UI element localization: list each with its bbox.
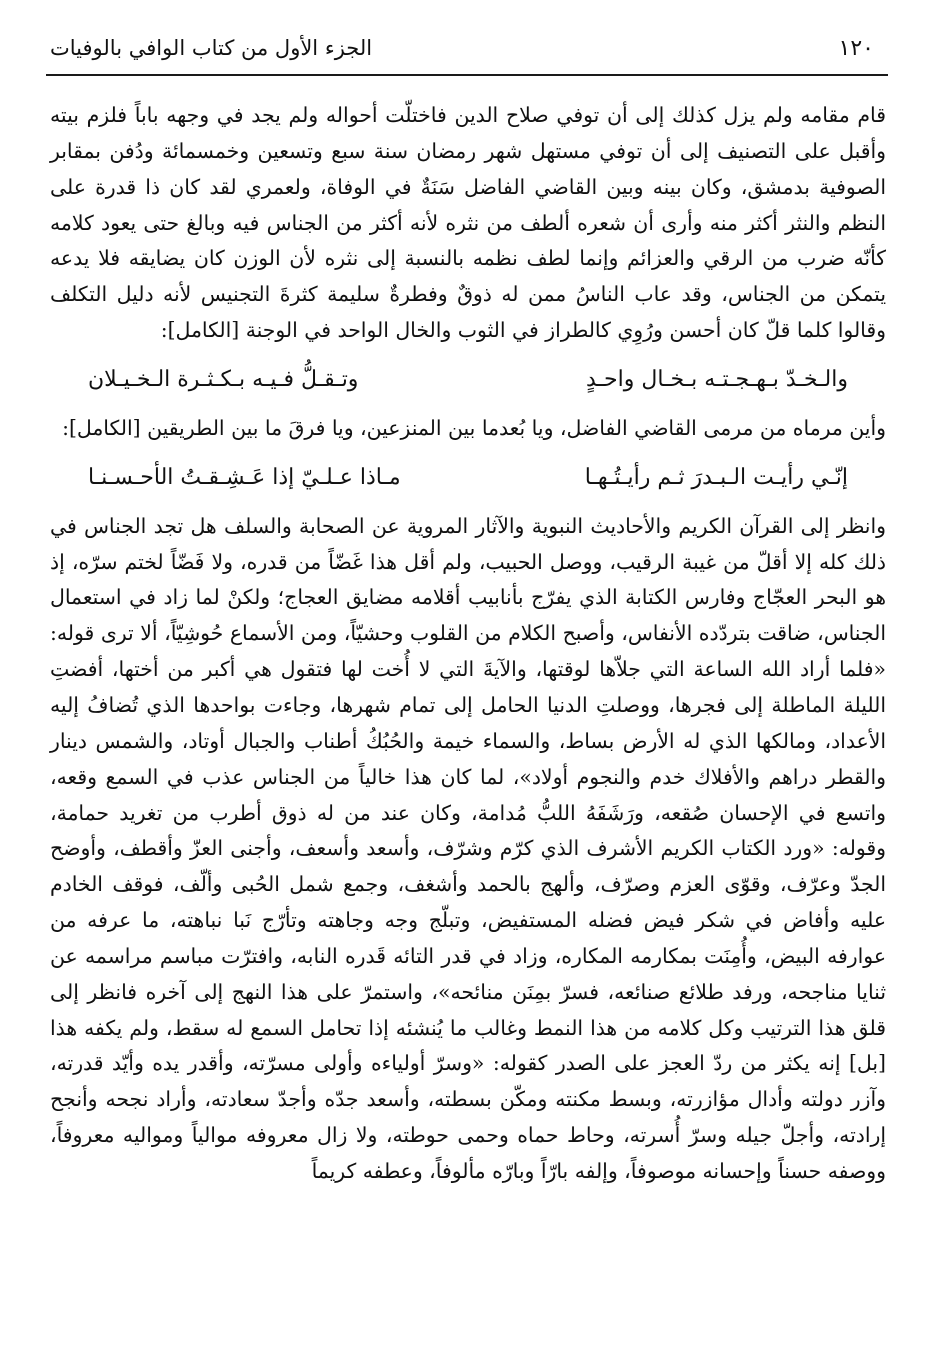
paragraph-3: وانظر إلى القرآن الكريم والأحاديث النبوية والآثار المروية عن الصحابة والسلف هل تجد الجناس في ذلك كله إلا أقلّ من غيبة الرقيب، ووصل الحبيب، ولم أقل هذا غَضّاً من قدره، ولا فَضّاً لختم سرّه، إذ هو البحر العجّاج وفارس الكتابة الذي يفرّج بأنابيب أقلامه مضايق العجاج؛ ولكنْ لما زاد في استعمال الجناس، ضاقت بتردّده الأنفاس، وأصبح الكلام من القلوب وحشيّاً، ومن الأسماع حُوشِيّاً، ألا ترى قوله: «فلما أراد الله الساعة التي جلاّها لوقتها، والآيةَ التي لا أُخت لها فتقول هي أكبر من أختها، أفضتِ الليلة الماطلة إلى فجرها، ووصلتِ الدنيا الحامل إلى تمام شهرها، وجاءت بواحدها الذي تُضافُ إليه الأعداد، ومالكها الذي له الأرض بساط، والسماء خيمة والحُبُكُ أطناب والجبال أوتاد، والشمس دينار والقطر دراهم والأفلاك خدم والنجوم أولاد»، لما كان هذا خالياً من الجناس عذب في السمع وقعه، واتسع في الإحسان صُقعه، ورَشَفَهُ اللبُّ مُدامة، وكان عند من له ذوق أطرب من تغريد حمامة، وقوله: «ورد الكتاب الكريم الأشرف الذي كرّم وشرّف، وأسعد وأسعف، وأجنى العزّ وأقطف، وأوضح الجدّ وعرّف، وقوّى العزم وصرّف، وألهج بالحمد وأشغف، وجمع شمل الحُبى وألّف، فوقف الخادم عليه وأفاض في شكر فيض فضله المستفيض، وتبلّج وجه وجاهته وتأرّج نَبا نباهته، ما عرفه من عوارفه البيض، وأُمِنَت بمكارمه المكاره، وزاد في قدر التائه قَدره النابه، وافترّت مباسم مراسمه عن ثنايا مناجحه، ورفد طلائع صنائعه، فسرّ بمِنَن منائحه»، واستمرّ على هذا النهج إلى آخره فانظر إلى قلق هذا الترتيب وكل كلامه من هذا النمط وغالب ما يُنشئه إذا تحامل السمع له سقط، ولم يكفه هذا [بل] إنه يكثر من ردّ العجز على الصدر كقوله: «وسرّ أولياءه وأولى مسرّته، وأقدر يده وأيّد قدرته، وآزر دولته وأدال مؤازرته، وبسط مكنته ومكّن بسطته، وأسعد جدّه وأجدّ سعادته، وأراد نجحه وأنجح إرادته، وأجلّ جيله وسرّ أُسرته، وحاط حماه وحمى حوطته، ولا زال معروفه موالياً ومواليه معروفاً، ووصفه حسناً وإحسانه موصوفاً، وإلفه بارّاً وبارّه مألوفاً، وعطفه كريماً (50, 513, 887, 1183)
paragraph-2: وأين مرماه من مرمى القاضي الفاضل، ويا بُعدما بين المنزعين، ويا فرقَ ما بين الطريقين [الكامل]: (62, 415, 886, 440)
verse-2-first-hemistich: إنّـي رأيـت الـبـدرَ ثـم رأيـتُـهـا (584, 464, 848, 490)
running-title: الجزء الأول من كتاب الوافي بالوفيات (50, 36, 373, 60)
verse-1-first-hemistich: والـخـدّ بـهـجـتـه بـخـال واحـدٍ (586, 366, 848, 392)
verse-1-second-hemistich: وتـقـلُّ فـيـه بـكـثـرة الـخـيـلان (88, 366, 359, 392)
page-body (50, 98, 886, 1348)
verse-2 (50, 447, 886, 509)
verse-2-second-hemistich: مـاذا عـلـيّ إذا عَـشِـقـتُ الأحـسـنـا (88, 464, 401, 490)
paragraph-1: قام مقامه ولم يزل كذلك إلى أن توفي صلاح الدين فاختلّت أحواله ولم يجد في وجهه باباً فلزم بيته وأقبل على التصنيف إلى أن توفي مستهل شهر رمضان سنة سبع وتسعين وخمسمائة ودُفن بمقابر الصوفية بدمشق، وكان بينه وبين القاضي الفاضل سَنَةٌ في الوفاة، ولعمري لقد كان ذا قدرة على النظم والنثر أكثر منه وأرى أن شعره ألطف من نثره لأنه أكثر من الجناس فيه وبالغ حتى يعود كلامه كأنّه ضرب من الرقي والعزائم وإنما لطف نظمه بالنسبة إلى نثره لأن الوزن كان يضايقه فلا يدعه يتمكن من الجناس، وقد عاب الناسُ ممن له ذوقٌ وفطرةٌ سليمة كثرةَ التجنيس لأنه دليل التكلف وقالوا كلما قلّ كان أحسن ورُوِي كالطراز في الثوب والخال الواحد في الوجنة [الكامل]: (50, 103, 886, 343)
page-header (46, 28, 888, 76)
page-number: ١٢٠ (838, 36, 874, 61)
verse-1 (50, 349, 886, 411)
